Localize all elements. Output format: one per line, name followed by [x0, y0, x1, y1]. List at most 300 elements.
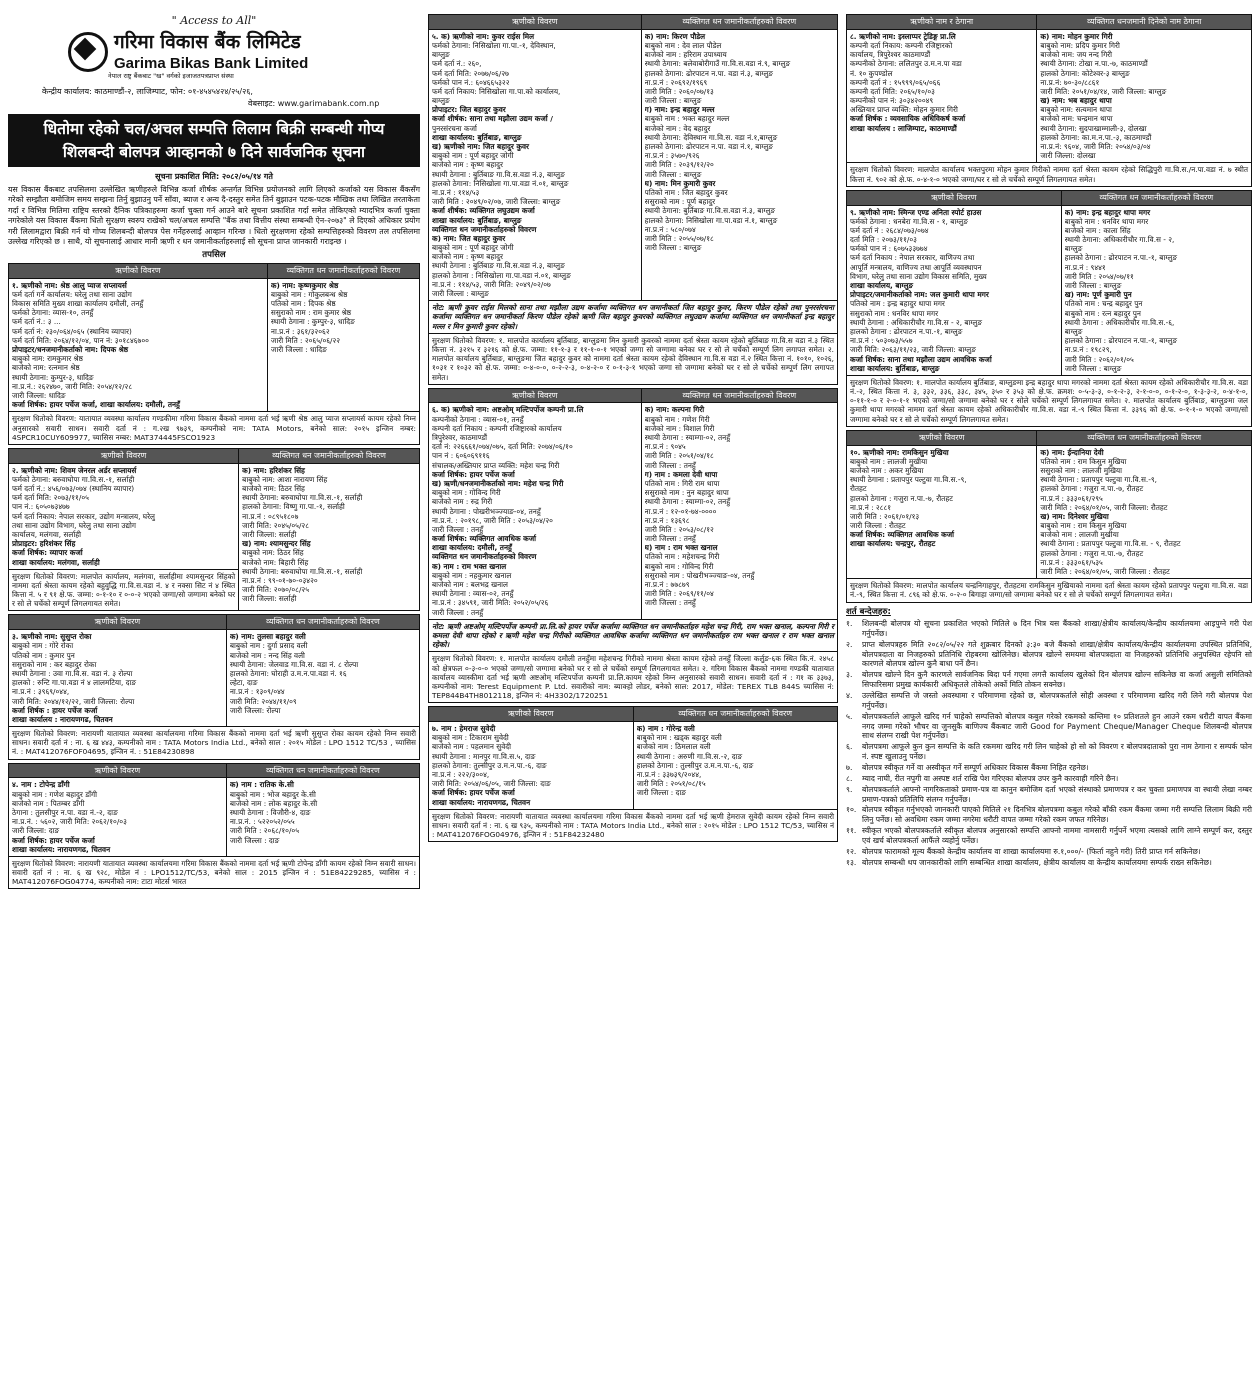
col-header-loan: ऋणीको विवरण [429, 15, 642, 30]
detail-line: कर्जा शीर्षक: साना तथा मझौला उद्यम कर्जा / [432, 114, 553, 124]
detail-line: फर्म दर्ता मिति: २०७७/०६/२७ [432, 68, 509, 78]
detail-line: स्थायी ठेगाना : कुम्पुर-३, धादिङ [270, 317, 355, 327]
security-details: सुरक्षण धितोको विवरण: १. मालपोत कार्यालय बुर्तिबाङ, बाग्लुङमा मिन कुमारी कुवरको नाममा दर्ता श्रेस्ता कायम रहेको बुर्तिबाङ गा.वि.स वडा नं.३ स्थित कित्ता नं. ३२१५ र ३२१६ को क्षे.फ. जम्मा: ११-१-३ र ११-१-०-१ भएको जग्गा सो जग्गामा बनेका घर र सो ले चर्चेको सम्पूर्ण लिग लगापत समेत। २. मालपोत कार्यालय बुर्तिबाङ, बाग्लुङमा जित बहादुर कुवर को नाममा दर्ता श्रेस्ता कायम रहेको देविस्थान गा.वि.स वडा नं.२ स्थित कित्ता नं. १०१०, १०२६, १०३१ र १०३२ को क्षे.फ. जम्मा: ०-४-०-०, ०-२-२-३, ०-४-२-० र ०-१-३-१ भएको जग्गा सो जग्गामा बनेको घर र सो ले चर्चेको सम्पूर्ण लिग लगापत समेत। [429, 333, 838, 384]
detail-line: बाबुको नाम : गोकुलबन्ध श्रेष्ठ [270, 289, 348, 299]
terms-list [846, 619, 1252, 868]
detail-line: कर्जा शिर्षक: हायर पर्चेज कर्जा, शाखा कार्यालय: दमौली, तनहुँ [12, 400, 180, 410]
terms-heading: शर्त बन्देजहरु: [846, 606, 891, 617]
detail-line: कार्यालय, मलंगवा, सर्लाही [12, 529, 81, 539]
detail-line: शाखा कार्यालय : नारायणगढ, चितवन [12, 714, 113, 724]
detail-line: ख) नाम: दिनेश्वर मुखिया [1040, 511, 1109, 521]
detail-line: बाजेको नाम : अकर मुखिया [850, 465, 924, 475]
detail-line: स्थायी ठेगाना : व्यास-०२, तनहुँ [432, 589, 514, 599]
detail-line: स्थायी ठेगाना : अरुणी गा.वि.स.-२, दाङ [636, 751, 743, 761]
col-header-guarantor: व्यक्तिगत धन जमानीकर्ताहरुको विवरण [226, 763, 419, 778]
detail-line: हालको ठेगाना : गजुरा न.पा.-७, रौतहट [850, 493, 953, 503]
detail-line: जारी मिति : २०६५/०६/२२ [270, 335, 341, 345]
detail-line: कर्जा शिर्षक: व्यापार कर्जा [12, 548, 83, 558]
col-header-loan: ऋणीको विवरण [429, 388, 642, 403]
detail-line: दर्ता मिति : २०७३/११/०३ [850, 235, 917, 245]
term-text: बोलपत्र स्वीकृत गर्ने वा अस्वीकृत गर्ने सम्पूर्ण अधिकार विकास बैंकमा निहित रहनेछ। [862, 762, 1089, 772]
detail-line: स्थायी ठेगाना : प्रतापपुर पल्टुवा गा.वि.स.-९, [1040, 475, 1157, 485]
detail-line: जारी जिल्ला : बाग्लुङ [644, 96, 702, 106]
col-header-loan: ऋणीको विवरण [847, 190, 1062, 205]
detail-line: हालको : रुन्टि गा.पा.वडा नं ४ लालमटिया, दाङ [12, 678, 137, 688]
detail-line: फर्म दर्ता गर्ने कार्यालय: घरेलु तथा साना उद्योग [12, 289, 132, 299]
col-header-loan: ऋणीको विवरण [847, 430, 1037, 445]
term-item [846, 785, 1252, 805]
detail-line: हालको ठेगाना: निसिखोला गा.पा.वडा नं.०१, बाग्लुङ [432, 178, 569, 188]
detail-line: बाजेको नाम: चन्द्रमान थापा [1040, 114, 1113, 124]
detail-line: ससुराको नाम : नुन बहादुर थापा [644, 488, 729, 498]
guarantor-note: नोट: ऋणी अष्टओम् मल्टिपर्पोज कम्पनी प्रा.लि.को हायर पर्चेज कर्जामा व्यक्तिगत धन जमानीकर्ताहरु महेश चन्द्र गिरी, राम भक्त खनाल, कल्पना गिरी र कमला देवी थापा रहेको र ऋणी महेश चन्द्र गिरीको व्यक्तिगत आवधिक कर्जामा व्यक्तिगत धन जमानीकर्ताहरु राम भक्त खनाल र राम भक्त खनाल रहेको। [429, 619, 838, 652]
term-text: शिलबन्दी बोलपत्र यो सूचना प्रकाशित भएको मितिले ७ दिन भित्र यस बैंकको शाखा/क्षेत्रीय कार्यालय/केन्द्रीय कार्यालयमा आइपुग्ने गरी पेश गर्नुपर्नेछ। [862, 618, 1252, 638]
detail-line: तथा साना उद्योग विभाग, घरेलु तथा साना उद्योग [12, 520, 137, 530]
detail-line: कर्जा शिर्षक: व्यक्तिगत आवधिक कर्जा [432, 534, 537, 544]
detail-line: ना.प्र.नं : ११४/५३, जारी मिति: २०४९/०२/०७ [432, 279, 551, 289]
detail-line: स्थायी ठेगाना : बुर्तिबाङ गा.वि.स.वडा नं.३, बाग्लुङ [432, 169, 565, 179]
detail-line: स्थायी ठेगाना : पोखरीभञ्ज्याङ-०४, तनहुँ [432, 506, 541, 516]
detail-line: १०. ऋणीको नाम: रामकिसुन मुखिया [850, 447, 949, 457]
detail-line: ना.प्र.नं: ७०-३०/८८६१ [1040, 77, 1100, 87]
detail-line: ना.प्र.नं : ३५७०/९२६ [644, 151, 700, 161]
detail-line: जारी मिति: २०७०/०८/२५ [242, 585, 310, 595]
detail-line: हालको ठेगाना: घोराही उ.म.न.पा.वडा नं. १६ [229, 668, 347, 678]
detail-line: बाबुको नाम: ठिठर सिंह [242, 548, 304, 558]
detail-line: बाबुको नाम : टिकाराम सुवेदी [432, 733, 509, 743]
term-text: बोलपत्र खोल्ने दिन कुनै कारणले सार्वजनिक बिदा पर्न गएमा लगत्तै कार्यालय खुलेको दिन बोलपत्र खोल्न सकिनेछ वा कर्जा असुली समितिको सिफारिसमा प्रमुख कार्यकारी अधिकृतले तोकेको अर्को मिति तोकन सक्नेछ। [862, 670, 1252, 690]
detail-line: बाजेको नाम : पितम्बर डाँगी [12, 798, 85, 808]
publication-date: सूचना प्रकाशित मिति: २०८२/०५/१४ गते [155, 172, 273, 182]
security-details: सुरक्षण धितोको विवरण: १. मालपोत कार्यालय बुर्तिबाङ, बाग्लुङमा इन्द्र बहादुर थापा मगरको नाममा दर्ता श्रेस्ता कायम रहेको अधिकारीचौर गा.वि.स. वडा नं.-२, स्थित कित्ता नं. ३, ३३२, ३३६, ३३८, ३४५, ३५० र ३५३ को क्षे.फ. क्रमश: ०-५-३-३, ०-१-२-३, २-१-०-०, ०-१-२-०, १-३-३-२, ०-४-१-०, ०-११-१-० र २-०-१-१ भएको जग्गा/सो जग्गामा बनेको घर र सोले चर्चेको सम्पूर्ण लिगलगायत समेत। २. मालपोत कार्यालय बुर्तिबाङ, बाग्लुङमा जल कुमारी थापा मगरको नाममा दर्ता श्रेस्ता कायम रहेको अधिकारीचौर गा.वि.स. वडा नं.-९ स्थित कित्ता नं. ३३९६ को क्षे.फ. ०-१-१-० भएको जग्गा/सो जग्गामा बनेको घर र सो ले चर्चेको सम्पूर्ण लिगलगायत समेत। [847, 375, 1252, 426]
detail-line: हालको ठेगाना: निसिखोला गा.पा.वडा नं.१, बाग्लुङ [644, 215, 778, 225]
detail-line: ६. क) ऋणीको नाम: अष्टओम् मल्टिपर्पोज कम्पनी प्रा.लि [432, 405, 584, 415]
detail-line: प्रोप्राइटर: हरिशंकर सिंह [12, 539, 76, 549]
guarantor-details [633, 722, 838, 810]
detail-line: शाखा कार्यालय: नारायणगढ, चितवन [12, 844, 111, 854]
detail-line: बाजेको नाम : काला सिंह [1064, 225, 1131, 235]
detail-line: जारी जिल्ला: सर्लाही [242, 594, 297, 604]
detail-line: ७. नाम : हेमराज सुवेदी [432, 724, 496, 733]
detail-line: ना.प्र.नं: ९६०४, जारी मिति: २०५४/०३/०४ [1040, 142, 1151, 151]
tapasil-heading: तपसिल [202, 249, 226, 260]
col-header-loan: ऋणीको विवरण [9, 448, 239, 463]
detail-line: कम्पनीको पान नं: ३०३४२००४९ [850, 96, 934, 106]
detail-line: स्थायी ठेगाना: कुम्पुर-३, धादिङ [12, 372, 94, 382]
term-item [846, 619, 1252, 639]
guarantor-details [641, 29, 837, 300]
detail-line: बाजेको नाम : रुद्र गिरी [432, 497, 493, 507]
detail-line: कर्जा शिर्षक : व्यवसायिक अधिविकर्ष कर्जा [850, 114, 966, 124]
detail-line: स्थायी ठेगाना: बुर्तिबाङ गा.वि.स.वडा नं.३, बाग्लुङ [644, 206, 776, 216]
detail-line: प्रोपाइटर: जित बहादुर कुवर [432, 105, 506, 115]
detail-line: जारी जिल्ला: दाङ [12, 826, 60, 836]
detail-line: ९. ऋणीको नाम: स्मिन्ज एण्ड अनिता स्पोर्ट हाउस [850, 207, 982, 217]
detail-line: जारी जिल्ला : बाग्लुङ [644, 169, 702, 179]
detail-line: जारी मिति: २०६३/११/२३, जारी जिल्ला: बाग्लुङ [850, 345, 976, 355]
detail-line: जारी मिति : २०५४/०७/११ [1064, 271, 1134, 281]
detail-line: स्थायी ठेगाना: अधिकारीचौर गा.वि.स - २, [1064, 235, 1175, 245]
detail-line: ८. ऋणीको नाम: इस्लाप्पर ट्रेडिङ्ग प्रा.लि [850, 31, 956, 41]
detail-line: ना.प्र.नं : ५८०/०७४ [644, 224, 696, 234]
detail-line: हालको ठेगाना: तुल्सीपुर उ.म.न.पा.-६, दाङ [432, 760, 547, 770]
loan-details [847, 29, 1037, 163]
detail-line: शाखा कार्यालय, बाग्लुङ [850, 281, 914, 290]
term-text: बोलपत्रकर्ताले आफूले खरिद गर्न चाहेको सम्पत्तिको बोलपत्र कबुल गरेको रकमको कम्तिमा १० प्रतिशतले हुन आउने रकम धरौटी वापत बैंकमा नगद जम्मा गरेको भौचर वा जुनसुकै बाणिज्य बैंकबाट जारी Good for Payment Cheque/Manager Cheque शिलबन्दी बोलपत्र साथ संलग्न राखी पेश गर्नुपर्नेछ। [862, 711, 1252, 741]
detail-line: जारी मिति : २०५३/०८/१२ [644, 524, 714, 534]
detail-line: बाबुको नाम : गोविन्द गिरी [432, 488, 501, 498]
detail-line: फर्मको ठेगाना : धनबेरा गा.वि.स - १, बाग्लुङ [850, 216, 968, 226]
detail-line: संचालक/अख्तियार प्राप्त व्यक्ति: महेश चन्द्र गिरी [432, 460, 560, 470]
detail-line: फर्म दर्ता मिति: २०७३/११/०५ [12, 493, 89, 503]
detail-line: शाखा कार्यालय : लाजिम्पाट, काठमाण्डौं [850, 123, 957, 133]
term-number: ६. [846, 742, 853, 752]
detail-line: फर्म दर्ता निकाय: निसिखोला गा.पा.को कार्यालय, [432, 86, 561, 96]
detail-line: स्थायी ठेगाना : उवा गा.वि.स. वडा नं. ३ रोल्पा [12, 668, 133, 678]
detail-line: पतिको नाम : जित बहादुर कुवर [644, 187, 728, 197]
detail-line: पतिको नाम : महेशचन्द्र गिरी [644, 552, 720, 562]
guarantor-details [641, 403, 837, 619]
term-item [846, 805, 1252, 825]
detail-line: हालको ठेगाना : ढोरपाटन न.पा.-१, बाग्लुङ [850, 326, 963, 336]
detail-line: बाजेको नाम : कृष्ण बहादुर [432, 160, 504, 170]
col-header-loan-address: ऋणीको नाम र ठेगाना [847, 15, 1037, 30]
detail-line: बाजेको नाम : लोक बहादुर के.सी [229, 798, 318, 808]
col-header-guarantor: व्यक्तिगत धन जमानीकर्ताहरुको विवरण [1037, 430, 1252, 445]
detail-line: कम्पनीको ठेगाना : व्यास-०१, तनहुँ [432, 414, 524, 424]
guarantor-note: नोट: ऋणी कुवर राईस मिलको साना तथा मझौला उद्यम कर्जामा व्यक्तिगत धन जमानीकर्ता जित बहादुर कुवर, किरण पौडेल रहेको तथा पुनरसंरचना कर्जामा व्यक्तिगत धन जमानीकर्ता किरण पौडेल रहेको ऋणी जित बहादुर कुवरको व्यक्तिगत लघुउद्यम कर्जामा व्यक्तिगत धन जमानीकर्ता इन्द्र बहादुर मल्ल र मिन कुमारी कुवर रहेको। [429, 301, 838, 334]
detail-line: ख) नाम: पूर्ण कुमारी पुन [1064, 290, 1132, 300]
term-item [846, 691, 1252, 711]
detail-line: ससुराको नाम : कर बहादुर रोका [12, 659, 97, 669]
col-header-loan: ऋणीको विवरण [429, 707, 634, 722]
term-number: १. [846, 618, 853, 628]
detail-line: ग) नाम: इन्द्र बहादुर मल्ल [644, 105, 715, 115]
detail-line: बाबुको नाम : भक्त बहादुर मल्ल [644, 114, 730, 124]
detail-line: ख) ऋणीको नाम: जित बहादुर कुवर [432, 142, 530, 151]
detail-line: ख) नाम: श्यामसुन्दर सिंह [242, 539, 311, 549]
loan-block-2 [8, 448, 420, 612]
detail-line: घ) नाम: मिन कुमारी कुवर [644, 178, 716, 188]
term-number: ४. [846, 690, 853, 700]
detail-line: स्थायी ठेगाना: बरुवाघोपा गा.वि.स.-१, सर्लाही [242, 493, 363, 503]
loan-details [9, 778, 227, 857]
detail-line: स्थायी ठेगाना: टोखा न.पा.-७, काठमाण्डौं [1040, 59, 1148, 69]
detail-line: ४. नाम : टोपेन्द्र डाँगी [12, 780, 70, 790]
term-item [846, 742, 1252, 762]
detail-line: ना.प्र.नं : ७७८७९ [644, 580, 690, 589]
term-item [846, 774, 1252, 784]
detail-line: जारी जिल्ला : बाग्लुङ [644, 243, 702, 253]
detail-line: ना.प्र.नं : ३३३०६१/२९५ [1040, 493, 1103, 503]
detail-line: फर्मको ठेगाना: बरुवाघोपा गा.वि.स.-१, सर्लाही [12, 474, 135, 484]
detail-line: कम्पनी दर्ता निकाय : कम्पनी रजिष्ट्रारको कार्यालय [432, 423, 562, 433]
detail-line: ससुराको नाम : धनविर थापा मगर [850, 308, 939, 318]
detail-line: बाबुको नाम : दुर्गा प्रसाद वली [229, 641, 308, 651]
detail-line: जारी मिति: २०४५/०५/२८ [242, 520, 310, 530]
detail-line: ना.प्र.नं : १२-०१-७४-०००० [644, 506, 717, 516]
detail-line: पुनरसंरचना कर्जा [432, 123, 477, 133]
loan-details [9, 278, 268, 412]
detail-line: जारी जिल्ला : दाङ [636, 788, 686, 798]
detail-line: ना.प्र.नं : ०८९५१८०७ [242, 511, 299, 521]
security-details: सुरक्षण धितोको विवरण: मालपोत कार्यालय भक्तपुरमा मोहन कुमार गिरीको नाममा दर्ता श्रेस्ता कायम रहेको सिद्धिपुरी गा.वि.स./न.पा.वडा नं. ७ स्थीत कित्ता नं. ९०२ को क्षे.फ. ०-४-१-० भएको जग्गा/घर र सो ले चर्चेको सम्पूर्ण लिगलगायत समेत। [847, 163, 1252, 186]
notice-title-line-1: धितोमा रहेको चल/अचल सम्पत्ति लिलाम बिक्री सम्बन्धी गोप्य [43, 120, 385, 139]
detail-line: स्थायी ठेगाना : अधिकारीचौर गा.वि.स.-६, [1064, 317, 1175, 327]
detail-line: नं. १० कुपण्डोल [850, 68, 893, 78]
detail-line: बाजेको नाम: ठिठर सिंह [242, 484, 305, 494]
detail-line: ख) ऋणी/धनजमानीकर्ताको नाम: महेश चन्द्र गिरी [432, 478, 564, 488]
detail-line: आपूर्ति मन्त्रालय, वाणिज्य तथा आपूर्ति व्यवस्थापन [850, 262, 982, 272]
detail-line: बाजेको नाम : कृष्ण बहादुर [432, 252, 504, 262]
loan-details [847, 445, 1037, 579]
col-header-guarantor-day: व्यक्तिगत धनजमानी दिनेको नाम ठेगाना [1037, 15, 1252, 30]
detail-line: बाबुको नाम: आशा नारायण सिंह [242, 474, 328, 484]
detail-line: ग) नाम : कमला देवी थापा [644, 469, 718, 479]
detail-line: ना.प्र.नं : ३४५९१, जारी मिति: २०५२/०५/२६ [432, 598, 549, 608]
detail-line: ससुराको नाम : पोखरीभञ्ज्याङ-०४, तनहुँ [644, 570, 755, 580]
detail-line: क) नाम: इन्द्र बहादुर थापा मगर [1064, 207, 1151, 217]
term-item [846, 640, 1252, 670]
detail-line: बाजेको नाम : बलभद्र खनाल [432, 580, 508, 589]
detail-line: शाखा कार्यालय: बुर्तिबाङ, बाग्लुङ [850, 363, 940, 373]
detail-line: बाबुको नाम : गणेश बहादुर डाँगी [12, 789, 98, 799]
bank-name-english: Garima Bikas Bank Limited [114, 54, 309, 72]
detail-line: कर्जा शिर्षक : हायर पर्चेज कर्जा [12, 705, 98, 715]
detail-line: क) नाम: कल्पना गिरी [644, 405, 705, 415]
detail-line: बाजेको नाम : नन्द सिंह वली [229, 650, 305, 660]
loan-details [847, 205, 1062, 375]
detail-line: बाग्लुङ [432, 50, 450, 60]
detail-line: हालको ठेगाना : गजुरा न.पा.-७, रौतहट [1040, 548, 1144, 558]
detail-line: स्थायी ठेगाना : प्रतापपुर पल्टुवा गा.वि.स.-९, [850, 475, 967, 485]
term-text: बोलपत्र सम्बन्धी थप जानकारीको लागि सम्बन्धित शाखा कार्यालय, क्षेत्रीय कार्यालय वा केन्द्रीय कार्यालयमा सम्पर्क राख्न सकिनेछ। [862, 857, 1212, 867]
loan-block-7 [428, 706, 838, 842]
term-number: ७. [846, 762, 853, 772]
detail-line: पतिको नाम : दिपक श्रेष्ठ [270, 299, 336, 309]
term-item [846, 858, 1252, 868]
detail-line: बाजेको नाम : ठिमलाल वली [636, 742, 711, 752]
detail-line: क) नाम: हरिशंकर सिंह [242, 465, 305, 475]
col-header-loan: ऋणीको विवरण [9, 615, 227, 630]
guarantor-details [226, 778, 419, 857]
loan-details [429, 403, 642, 619]
column-left [8, 0, 420, 1382]
detail-line: शाखा कार्यालय: बुर्तिबाङ, बाग्लुङ [432, 215, 522, 225]
detail-line: बाजेको नाम : विशाल गिरी [644, 423, 715, 433]
detail-line: जारी मिति : २०६२/०१/०५ [1064, 354, 1134, 364]
detail-line: हालको ठेगाना : ढोरपाटन न.पा.-१, बाग्लुङ [1064, 336, 1177, 346]
detail-line: फर्म दर्ता नं : २६८४/०७३/०७४ [850, 225, 929, 235]
detail-line: घ) नाम : राम भक्त खनाल [644, 543, 718, 553]
detail-line: हालको ठेगाना: कोटेश्वर-३ बाग्लुङ [1040, 68, 1130, 78]
detail-line: फर्म दर्ता नं.: ३ ... [12, 317, 61, 327]
intro-paragraph: यस विकास बैंकबाट तपसिलमा उल्लेखित ऋणीहरुले विभिन्न कर्जा शीर्षक अन्तर्गत विभिन्न प्रयोजनको लागि लिएको कर्जाको यस विकास बैंकसँग गरेको सम्झौता बमोजिम समय सम्झना तिर्नु बुझाउनु पर्ने साँवा, ब्याज र अन्य दै-दस्तुर समेत तिर्न बुझाउन पटक-पटक मौखिक तथा लिखित तरताकेता गर्दा र विभिन्न मितिमा राष्ट्रिय स्तरको दैनिक पत्रिकाहरुमा कर्जा चुक्ता गर्न आउने बारे सूचना प्रकाशित गर्दा समेत तोकिएको म्यादभित्र कर्जा चुक्ता नगरेकोले यस विकास बैंकमा धितो सुरक्षण स्वरुप राखेको चल/अचल सम्पत्ति "बैंक तथा वित्तीय संस्था सम्बन्धी ऐन-२०७३" ले दिएको अधिकार प्रयोग गरी लिलामद्वारा बिक्री गर्न यो गोप्य शिलबन्दी बोलपत्र पेस गर्नेहरुलाई आव्हान गरिन्छ । धितो सुरक्षणमा रहेको सम्पत्तिहरुको विवरण तल तपसिलमा उल्लेख गरिएको छ । साथै, यो सूचनालाई आधार मानी ऋणी र धन जमानीकर्ताहरुलाई सो सूचना प्राप्त जानकारी गराइन्छ । [8, 184, 420, 247]
detail-line: फर्मको पान नं.: ६०४६६५३२२ [432, 77, 510, 87]
detail-line: फर्म दर्ता मिति: २०६४/१२/०४, पान नं: ३०१८४६७०० [12, 335, 149, 345]
detail-line: फर्म दर्ता निकाय : नेपाल सरकार, वाणिज्य तथा [850, 253, 975, 263]
term-number: ८. [846, 773, 853, 783]
detail-line: स्थायी ठेगाना : स्याम्गा-०२, तनहुँ [644, 433, 731, 442]
col-header-guarantor: व्यक्तिगत धन जमानीकर्ताहरुको विवरण [641, 15, 837, 30]
col-header-guarantor: व्यक्तिगत धन जमानीकर्ताहरुको विवरण [633, 707, 838, 722]
detail-line: बाबुको नाम : देव लाल पौडेल [644, 40, 722, 50]
detail-line: पतिको नाम : कुमार पुन [12, 650, 75, 660]
detail-line: जारी मिति : २०६४/०१/०५, जारी जिल्ला: रौतहट [1040, 502, 1168, 512]
detail-line: बाबुको नाम : भोज बहादुर के.सी [229, 789, 316, 799]
detail-line: जारी जिल्ला : तनहुँ [432, 607, 484, 617]
detail-line: ना.प्र.नं : ९४४१ [1064, 262, 1106, 272]
loan-block-4 [8, 763, 420, 890]
detail-line: कर्जा शिर्षक: व्यक्तिगत आवधिक कर्जा [850, 530, 955, 540]
detail-line: शाखा कार्यालय: बुर्तिबाङ, बाग्लुङ [432, 132, 522, 142]
column-right [846, 0, 1252, 1382]
detail-line: स्थायी ठेगाना: देविस्थान गा.वि.स. वडा नं.१,बाग्लुङ [644, 132, 778, 142]
column-middle [428, 0, 838, 1382]
detail-line: पतिको नाम : गिरी राम थापा [644, 478, 720, 488]
term-number: ३. [846, 670, 853, 680]
term-text: बोलपत्र फारामको मूल्य बैंकको केन्द्रीय कार्यालय वा शाखा कार्यालयमा रु.१,०००/- (फिर्ता नहुने गरी) तिरी प्राप्त गर्न सकिनेछ। [862, 846, 1201, 856]
detail-line: जारी जिल्ला : बाग्लुङ [432, 289, 489, 298]
term-number: ९. [846, 784, 853, 794]
detail-line: प्रोपाइटर/जमानीकर्ताको नाम: जल कुमारी थापा मगर [850, 290, 989, 300]
detail-line: ससुराको नाम : राम कुमार श्रेष्ठ [270, 308, 352, 318]
detail-line: कार्यालय, त्रिपुरेश्वर काठमाण्डौं [850, 50, 931, 60]
detail-line: स्थायी ठेगाना : बुर्तिबाङ गा.वि.स.वडा नं.३, बाग्लुङ [432, 261, 565, 271]
col-header-guarantor: व्यक्तिगत धन जमानीकर्ताहरुको विवरण [226, 615, 419, 630]
col-header-guarantor: व्यक्तिगत धन जमानीकर्ताहरुको विवरण [641, 388, 837, 403]
detail-line: क) नाम: तुलसा बहादुर वली [229, 632, 306, 642]
detail-line: जारी जिल्ला: दोलखा [1040, 151, 1096, 161]
detail-line: हालको ठेगाना : तुल्सीपुर उ.म.न.पा.-६, दाङ [636, 760, 754, 770]
detail-line: पतिको नाम : चन्द्र बहादुर पुन [1064, 299, 1143, 309]
detail-line: स्थायी ठेगाना : प्रतापपुर पल्टुवा गा.वि.स. - ९, रौतहट [1040, 539, 1181, 549]
guarantor-details [226, 630, 419, 727]
term-number: २. [846, 639, 853, 649]
detail-line: बाजेको नाम : हरिराम उपाध्याय [644, 50, 727, 60]
detail-line: विकास समिति मुख्य शाखा कार्यालय दमौली, तनहुँ [12, 299, 144, 309]
term-number: १२. [846, 846, 857, 856]
detail-line: बाबुको नाम : नहकुमार खनाल [432, 570, 512, 580]
security-details: सुरक्षण धितोको विवरण: मालपोत कार्यालय चन्द्रनिगाहपुर, रौतहटमा रामकिसुन मुखियाको नाममा दर्ता श्रेस्ता कायम रहेको प्रतापपुर पल्टुवा गा.वि.स. वडा नं.-९, स्थित कित्ता नं. ८९६ को क्षे.फ. ०-२-० बिगाहा जग्गा/सो जग्गामा बनेको घर र सो ले चर्चेको सम्पूर्ण लिगलगायत समेत। [847, 579, 1252, 602]
loan-block-10 [846, 430, 1252, 603]
detail-line: स्थायी ठेगाना: सुदपाखाम्माली-३, दोलखा [1040, 123, 1147, 133]
detail-line: ना.प्र.नं.: २६२४७०, जारी मिति: २०५४/१२/२८ [12, 381, 133, 391]
term-number: १३. [846, 857, 857, 867]
detail-line: बाग्लुङ [1064, 244, 1083, 254]
detail-line: व्यक्तिगत धन जमानीकर्ताहरुको विवरण [432, 224, 537, 234]
detail-line: कम्पनी दर्ता नं : १५९९९/०६५/०६६ [850, 77, 941, 87]
detail-line: फर्मको ठेगाना: व्यास-१०, तनहुँ [12, 308, 94, 318]
security-details: सुरक्षण धितोको विवरण: नारायणी यातायात व्यवस्था कार्यालयमा गरिमा विकास बैंकको नाममा दर्ता भई ऋणी हेमराज सुवेदी कायम रहेको निम्न सवारी साधन। सवारी दर्ता नं : ना. ६ ख ९३५, कम्पनीको नाम : TATA Motors India Ltd., बनेको साल : २०१५ मोडेल : LPO 1512 TC/53, च्यासिस नं : MAT412076FOG04976, इन्जिन नं : 51F84232480 [429, 809, 838, 842]
detail-line: ना.प्र.नं : ३९६९/०४४, [12, 687, 70, 697]
detail-line: ना.प्र.नं. : २०१९८, जारी मिति : २०५३/०४/२० [432, 515, 553, 525]
tagline: " Access to All" [171, 14, 257, 27]
detail-line: जारी मिति: २०४४/११/०९ [229, 696, 297, 706]
detail-line: जारी मिति: २०५४/०६/०५, जारी जिल्ला: दाङ [432, 779, 551, 789]
detail-line: जारी मिति : २०६०/०७/१३ [644, 86, 714, 96]
detail-line: ठेगाना : तुलसीपुर न.पा. वडा नं.-२, दाङ [12, 807, 118, 817]
detail-line: ना.प्र.नं : १९८२९, [1064, 345, 1112, 355]
loan-block-1 [8, 263, 420, 445]
detail-line: शाखा कार्यालय: चन्द्रपुर, रौतहट [850, 539, 936, 549]
detail-line: फर्मको ठेगाना: निसिखोला गा.पा.-१, देविस्थान, [432, 40, 556, 50]
detail-line: ५. क) ऋणीको नाम: कुवर राईस मिल [432, 31, 535, 41]
detail-line: बाबुको नाम : पूर्ण बहादुर जोगी [432, 151, 514, 161]
term-text: स्वीकृत भएको बोलपत्रकर्ताले स्वीकृत बोलपत्र अनुसारको सम्पत्ति आफ्नो नाममा नामसारी गर्नुपर्ने भएमा त्यसको लागि लाग्ने सम्पूर्ण कर, दस्तुर एवं खर्च बोलपत्रकर्ता आफैंले व्यहोर्नु पर्नेछ। [862, 826, 1252, 845]
detail-line: शाखा कार्यालय: मलंगवा, सर्लाही [12, 557, 100, 567]
detail-line: हालको ठेगाना: विष्णु गा.पा.-१, सर्लाही [242, 502, 345, 512]
detail-line: जारी मिति : २०३९/१२/२० [644, 160, 714, 170]
guarantor-details [239, 463, 420, 611]
detail-line: क) नाम: ईन्दानिया देवी [1040, 447, 1104, 457]
detail-line: ना.प्र.नं : ५०३०७३/५५७ [850, 336, 913, 346]
detail-line: स्थायी ठेगाना : मानपुर गा.वि.स.५, दाङ [432, 751, 536, 761]
detail-line: क) नाम: मोहन कुमार गिरी [1040, 31, 1113, 41]
term-item [846, 826, 1252, 846]
detail-line: स्थायी ठेगाना: जेलवाड गा.वि.स. वडा नं. ८ रोल्पा [229, 659, 359, 669]
term-item [846, 712, 1252, 742]
detail-line: ससुराको नाम : पूर्ण बहादुर [644, 197, 716, 207]
loan-block-3 [8, 614, 420, 759]
term-number: ५. [846, 711, 853, 721]
detail-line: कर्जा शीर्षक: व्यक्तिगत लघुउद्यम कर्जा [432, 206, 535, 216]
detail-line: बाग्लुङ [1064, 326, 1083, 336]
bank-license-note: नेपाल राष्ट्र बैंकबाट "ख" वर्गको इजाजतपत्रप्राप्त संस्था [108, 71, 234, 80]
detail-line: ना.प्र.नं : १३६९८ [644, 515, 690, 525]
detail-line: हालको ठेगाना: ढोरपाटन न.पा. वडा नं.१, बाग्लुङ [644, 142, 773, 151]
detail-line: ना.प्र.नं : २८८१ [850, 502, 892, 512]
detail-line: बाबुको नाम : राम किसुन मुखिया [1040, 521, 1127, 531]
term-text: प्राप्त बोलपत्रहरु मिति २०८२/०५/२२ गते शुक्रबार दिनको ३:३० बजे बैंकको शाखा/क्षेत्रीय कार्यालय/केन्द्रीय कार्यालयमा उपस्थित प्रतिनिधि, बोलपत्रदाता वा निजहरुको प्रतिनिधि रोहबरमा खोलिनेछ। बोलपत्र खोल्ने समयमा बोलपत्रदाता वा निजहरुको प्रतिनिधि अनुपस्थित रहेपनि सो कारणले बोलपत्र खोल्न कुनै बाधा पर्ने छैन। [862, 639, 1252, 669]
detail-line: पतिको नाम : राम किसुन मुखिया [1040, 456, 1127, 466]
bank-logo-block [68, 31, 420, 72]
security-details: सुरक्षण धितोको विवरण: यातायात व्यवस्था कार्यालय गण्डकीमा गरिमा विकास बैंकको नाममा दर्ता भई ऋणी श्रेष्ठ आलु प्याज सप्लायर्स कायम रहेको निम्न अनुसारको सवारी साधन। सवारी दर्ता नं : ग.२ख ९७३९, कम्पनीको नाम: TATA Motors, बनेको साल: २०१५ इन्जिन नम्बर: 4SPCR10CUY609977, च्यासिस नम्बर: MAT374445FSCO1923 [9, 412, 420, 445]
detail-line: १. ऋणीको नाम: श्रेष्ठ आलु प्याज सप्लायर्स [12, 280, 127, 290]
term-text: उल्लेखित सम्पत्ति जे जस्तो अवस्थामा र परिमाणमा रहेको छ, बोलपत्रकर्ताले सोही अवस्था र परिमाणमा खरिद गरी लिने गरी बोलपत्र पेश गर्नुपर्नेछ। [862, 690, 1252, 710]
detail-line: बाबुको नाम: प्रदिप कुमार गिरी [1040, 40, 1120, 50]
detail-line: कर्जा शिर्षक: हायर पर्चेज कर्जा [432, 788, 515, 798]
col-header-loan: ऋणीको विवरण [9, 263, 268, 278]
detail-line: ३. ऋणीको नाम: सुसुप्त रोका [12, 632, 92, 642]
detail-line: पान नं : ६०६०६९११६ [432, 451, 490, 461]
detail-line: जारी मिति : २०४९/०२/०७, जारी जिल्ला: बाग्लुङ [432, 197, 561, 207]
detail-line: जारी जिल्ला : दाङ [229, 835, 280, 845]
loan-block-9 [846, 190, 1252, 427]
guarantor-details [267, 278, 419, 412]
detail-line: जारी जिल्ला : बाग्लुङ [1064, 363, 1122, 373]
col-header-loan: ऋणीको विवरण [9, 763, 227, 778]
detail-line: बाबुको नाम : खड्क बहादुर वली [636, 733, 722, 743]
detail-line: फर्म दर्ता नं.: ४५६/०७३/०७४ (स्थानिय व्यापार) [12, 484, 135, 494]
detail-line: फर्म दर्ता निकाय: नेपाल सरकार, उद्योग मन्त्रालय, घरेलु [12, 511, 156, 521]
security-details: सुरक्षण धितोको विवरण: १. मालपोत कार्यालय दमौली तनहुँमा महेशचन्द्र गिरीको नाममा श्रेस्ता कायम रहेको तनहुँ जिल्ला कर्लुङ-६क स्थित कि.नं. २४५८ को क्षेत्रफल ०-३-०-० भएको जग्गा/सो जग्गामा बनेको घर र सो ले चर्चेको सम्पूर्ण लिगलगायत समेत। २. गरिमा विकास बैंकको नाममा गण्डकी यातायात कार्यालय व्यास्कीमा दर्ता भई ऋणी अष्टओम् मल्टिपर्पोज कम्पनी प्रा.लि.कायम रहेको निम्न अनुसारको सवारी साधन। सवारी दर्ता नं : ग१ क ३३७३, कम्पनीको नाम: Terest Equipment P. Ltd. सवारीको नाम: ब्याक्हो लोडर, बनेको साल: 2017, मोडेल: TEREX TLB 844S च्यासिस नं: TEP844B4TH8012118, इन्जिन नं: 4H3302/1720251 [429, 652, 838, 703]
col-header-guarantor: व्यक्तिगत धन जमानीकर्ताहरुको विवरण [239, 448, 420, 463]
detail-line: जारी जिल्ला : तनहुँ [644, 460, 696, 470]
term-text: म्याद नाघी, रीत नपुगी वा अस्पष्ट शर्त राखि पेश गरिएका बोलपत्र उपर कुनै कारवाही गरिने छैन। [862, 773, 1119, 783]
detail-line: बाजेको नाम: बिहारी सिंह [242, 557, 309, 567]
detail-line: हालको ठेगाना : ढोरपाटन न.पा.-१, बाग्लुङ [1064, 253, 1177, 263]
detail-line: अख्तियार प्राप्त व्यक्ति: मोहन कुमार गिरी [850, 105, 958, 115]
term-text: बोलपत्र स्वीकृत गर्नुभएको जानकारी पाएको मितिले २१ दिनभित्र बोलपत्रमा कबुल गरेको बाँकी रकम बैंकमा जम्मा गरी सम्पत्ति लिलाम बिक्री गरी लिनु पर्नेछ। सो अवधिमा रकम जम्मा नगरेमा धरौटी वापत जम्मा गरेको रकम जफत गरिनेछ। [862, 805, 1252, 825]
detail-line: कर्जा शिर्षक: हायर पर्चेज कर्जा [432, 469, 515, 479]
detail-line: जारी मिति : २०६८/१०/०५ [229, 826, 299, 836]
detail-line: ना.प्र.नं : ९०४५ [644, 442, 686, 452]
term-item [846, 847, 1252, 857]
detail-line: ना.प्र.नं : ३३७३९/२०४४, [636, 769, 702, 779]
detail-line: जारी जिल्ला: रोल्पा [229, 705, 281, 715]
detail-line: ना.प्र.नं : २२२/३००४, [432, 769, 490, 779]
